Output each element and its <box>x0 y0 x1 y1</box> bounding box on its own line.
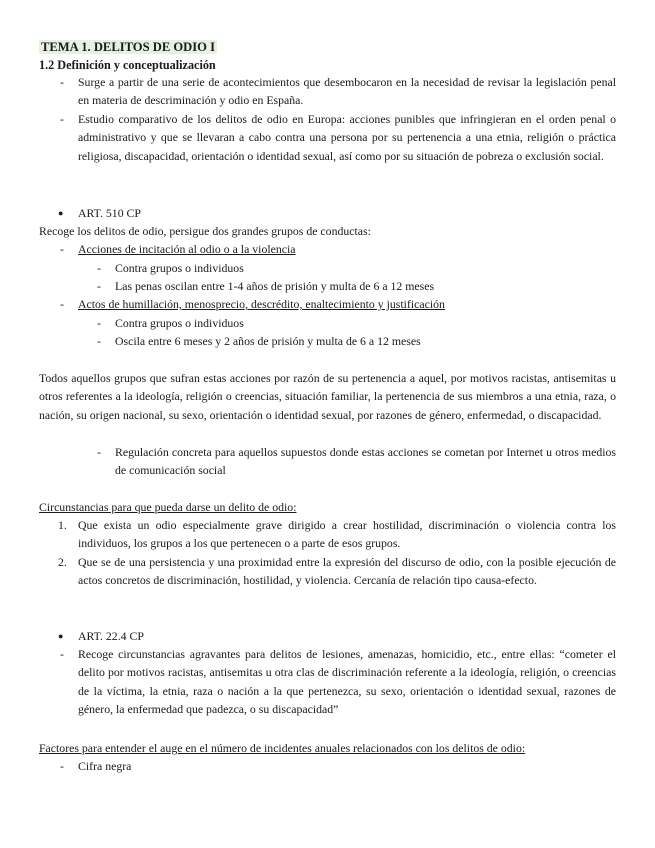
page-title-text: TEMA 1. DELITOS DE ODIO I <box>41 40 216 54</box>
page-title <box>39 38 217 56</box>
article-heading-text: ART. 22.4 CP <box>78 629 144 643</box>
body-paragraph: Todos aquellos grupos que sufran estas acciones por razón de su pertenencia a aquel, por motivos racistas, antisemitas u otros referentes a la ideología, religión o creencias, situación familiar, la pertenencia de sus miembros a una etnia, raza, o nación, su origen nacional, su sexo, orientación o identidad sexual, por razones de género, enfermedad, o discapacidad. <box>39 371 616 422</box>
article-heading <box>58 204 358 222</box>
section-heading <box>39 498 616 516</box>
article-heading <box>58 627 358 645</box>
list-item-text: Recoge circunstancias agravantes para delitos de lesiones, amenazas, homicidio, etc., entre ellas: “cometer el delito por motivos racistas, antisemitas u otra clas de discriminación referente a la ideología, religión, o creencias de la víctima, la etnia, raza o nación a la que pertenezca, su sexo, orientación o identidad sexual, razones de género, la enfermedad que padezca, o su discapacidad” <box>78 647 616 716</box>
dash-marker: - <box>97 261 101 275</box>
item-number: 2. <box>58 555 67 569</box>
list-item <box>60 645 616 718</box>
list-item-text: Estudio comparativo de los delitos de odio en Europa: acciones punibles que infringieran en el orden penal o administrativo y que se llevaran a cabo contra una persona por su pertenencia a una etnia, religión o práctica religiosa, discapacidad, orientación o identidad sexual, así como por su situación de pobreza o exclusión social. <box>78 112 616 163</box>
list-item-text: Las penas oscilan entre 1-4 años de prisión y multa de 6 a 12 meses <box>115 279 435 293</box>
dash-marker: - <box>60 112 64 126</box>
list-item <box>97 277 616 295</box>
list-item-text: Cifra negra <box>78 759 132 773</box>
list-item-text: Contra grupos o individuos <box>115 316 244 330</box>
list-item-text: Oscila entre 6 meses y 2 años de prisión y multa de 6 a 12 meses <box>115 334 421 348</box>
list-item <box>97 314 616 332</box>
dash-marker: - <box>60 242 64 256</box>
list-item-text: Regulación concreta para aquellos supuestos donde estas acciones se cometan por Internet u otros medios de comunicación social <box>115 445 616 478</box>
dash-marker: - <box>60 759 64 773</box>
list-item <box>60 73 616 110</box>
bullet-dot-icon: ● <box>58 208 64 218</box>
list-item-text: Que se de una persistencia y una proximidad entre la expresión del discurso de odio, con la posible ejecución de actos concretos de discriminación, hostilidad, y violencia. Cercanía de relación tipo causa-efecto. <box>78 555 616 588</box>
list-item <box>60 110 616 165</box>
list-item <box>97 443 616 480</box>
dash-marker: - <box>60 647 64 661</box>
list-item-text: Surge a partir de una serie de acontecimientos que desembocaron en la necesidad de revisar la legislación penal en materia de descriminación y odio en España. <box>78 75 616 108</box>
dash-marker: - <box>97 316 101 330</box>
article-heading-text: ART. 510 CP <box>78 206 141 220</box>
dash-marker: - <box>60 75 64 89</box>
conduct-group-label: Acciones de incitación al odio o a la violencia <box>78 242 296 256</box>
dash-marker: - <box>97 334 101 348</box>
section-heading-text: Factores para entender el auge en el número de incidentes anuales relacionados con los delitos de odio: <box>39 741 526 755</box>
dash-marker: - <box>97 445 101 459</box>
item-number: 1. <box>58 518 67 532</box>
section-heading-text: Circunstancias para que pueda darse un delito de odio: <box>39 500 297 514</box>
numbered-item <box>58 516 616 553</box>
bullet-dot-icon: ● <box>58 631 64 641</box>
list-item-text: Contra grupos o individuos <box>115 261 244 275</box>
list-item <box>60 295 616 313</box>
list-item <box>60 240 616 258</box>
list-item <box>97 332 616 350</box>
section-subtitle: 1.2 Definición y conceptualización <box>39 58 216 72</box>
conduct-group-label: Actos de humillación, menosprecio, descrédito, enaltecimiento y justificación <box>78 297 445 311</box>
list-item <box>97 259 616 277</box>
dash-marker: - <box>60 297 64 311</box>
list-item-text: Que exista un odio especialmente grave dirigido a crear hostilidad, discriminación o violencia contra los individuos, los grupos a los que pertenecen o a parte de esos grupos. <box>78 518 616 551</box>
article-lead: Recoge los delitos de odio, persigue dos grandes grupos de conductas: <box>39 224 371 238</box>
numbered-item <box>58 553 616 590</box>
dash-marker: - <box>97 279 101 293</box>
section-heading <box>39 739 616 757</box>
list-item <box>60 757 616 775</box>
